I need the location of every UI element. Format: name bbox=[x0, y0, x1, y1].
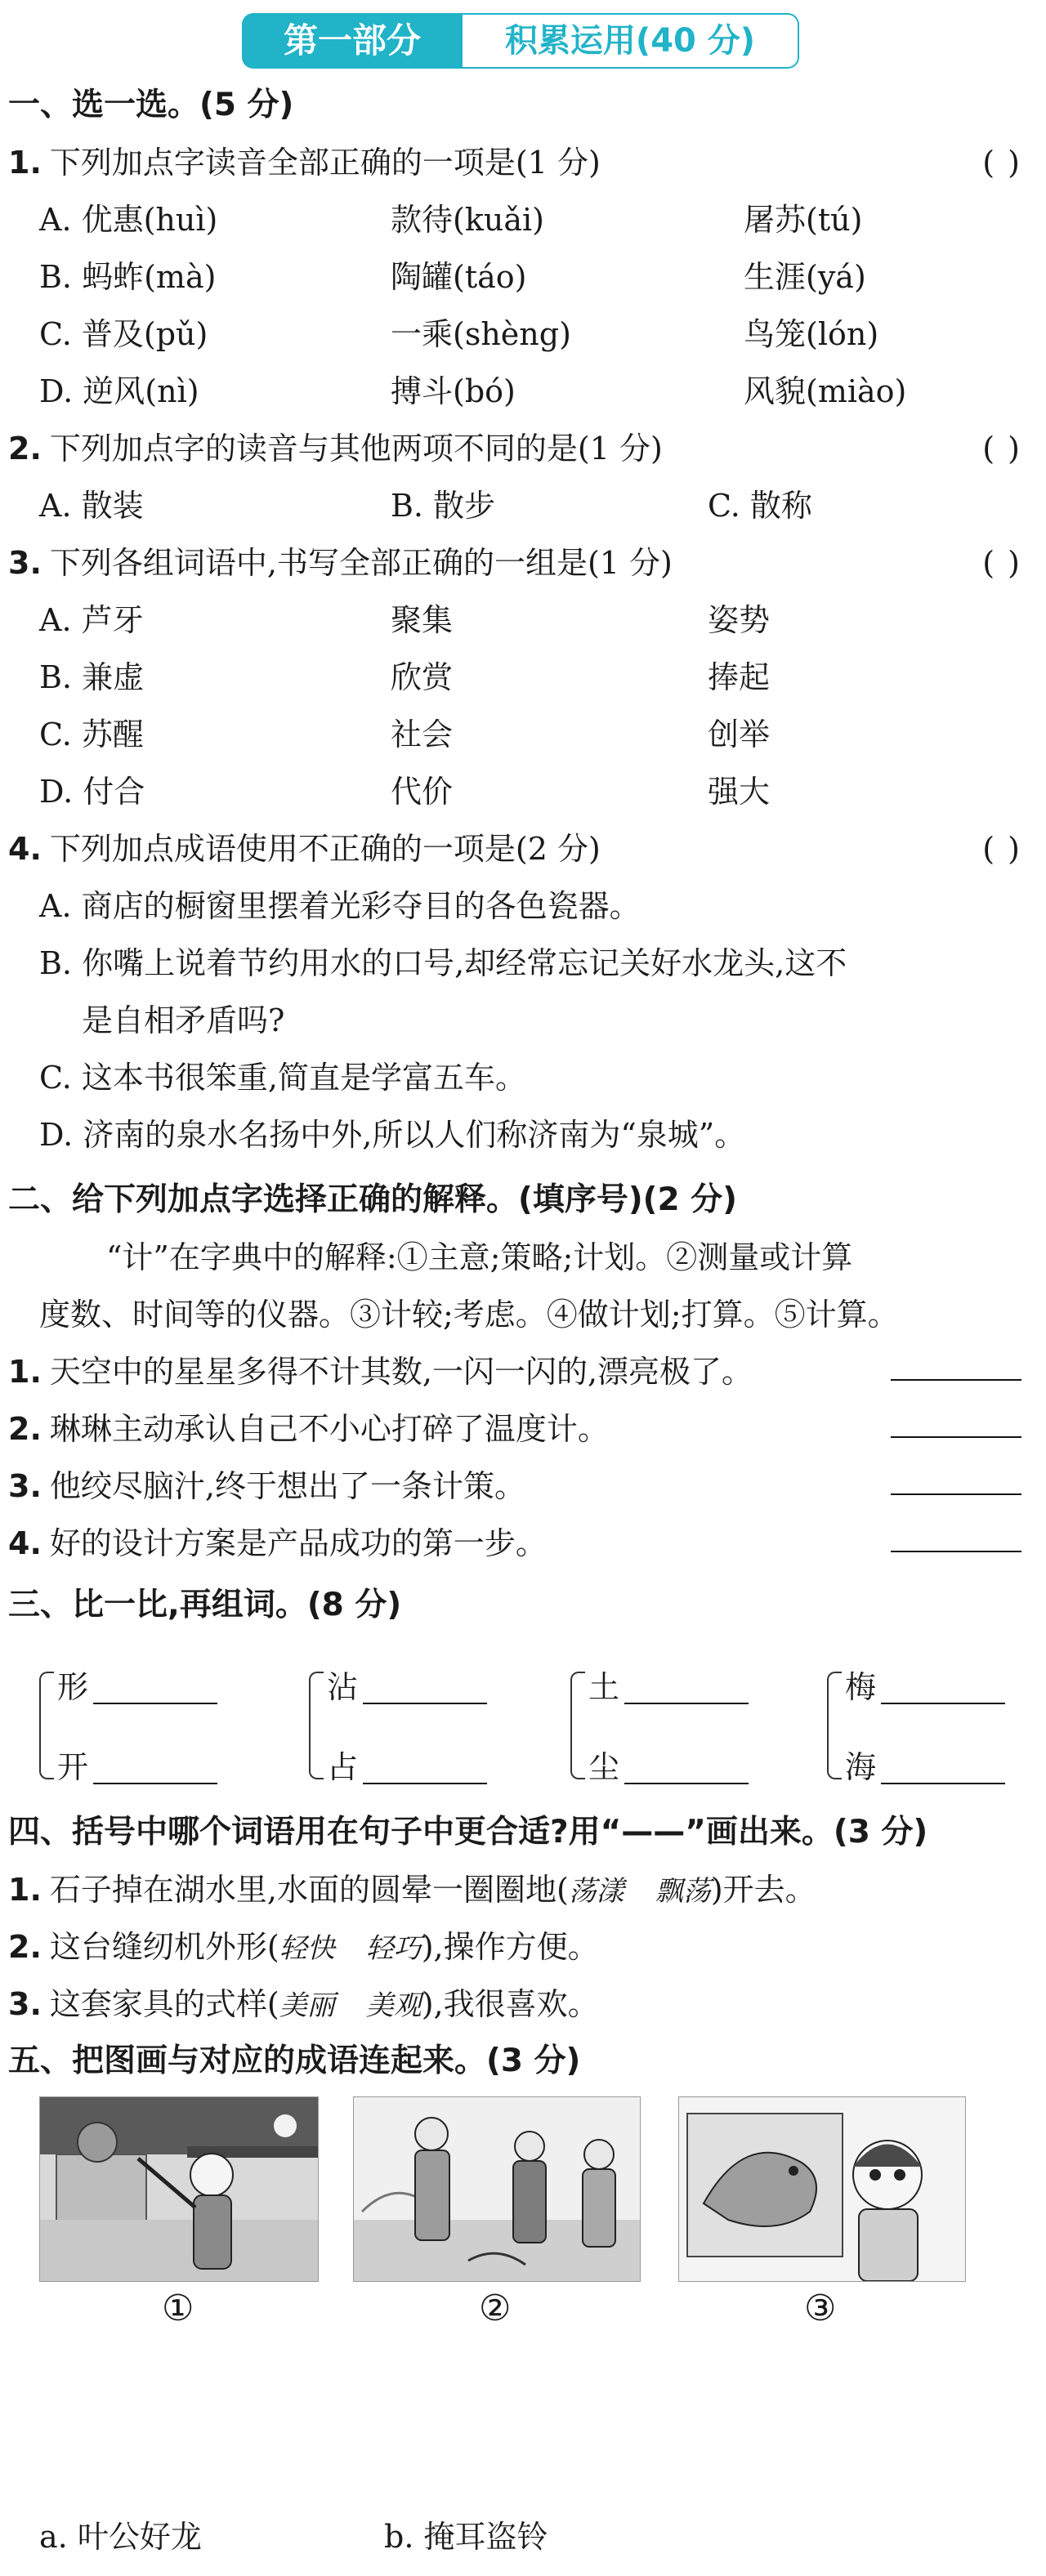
answer-blank[interactable] bbox=[891, 1493, 1021, 1495]
q4-option-b-cont: 是自相矛盾吗? bbox=[82, 1002, 285, 1038]
q3-row-d: D. 付合 代价 强大 bbox=[39, 774, 771, 810]
answer-paren[interactable]: ( ) bbox=[982, 545, 1021, 581]
brace bbox=[39, 1672, 54, 1779]
s2-item-3: 3. 他绞尽脑汁,终于想出了一条计策。 bbox=[0, 1458, 1046, 1515]
question-3: 3. 下列各组词语中,书写全部正确的一组是(1 分) ( ) bbox=[0, 534, 1046, 592]
picture-bell-thief bbox=[39, 2096, 319, 2282]
part-title: 第一部分 bbox=[242, 13, 463, 69]
answer-blank[interactable] bbox=[881, 1783, 1005, 1784]
idiom-option-b[interactable]: b. 掩耳盗铃 bbox=[384, 2519, 548, 2555]
s4-item-2: 2. 这台缝纫机外形(轻快 轻巧),操作方便。 bbox=[8, 1929, 599, 1965]
s2-item-1: 1. 天空中的星星多得不计其数,一闪一闪的,漂亮极了。 bbox=[0, 1343, 1046, 1400]
section-5-title: 五、把图画与对应的成语连起来。(3 分) bbox=[8, 2042, 581, 2079]
answer-blank[interactable] bbox=[891, 1551, 1021, 1552]
picture-label-3: ③ bbox=[804, 2288, 837, 2329]
answer-blank[interactable] bbox=[363, 1783, 487, 1784]
idiom-option-a[interactable]: a. 叶公好龙 bbox=[39, 2519, 202, 2555]
picture-label-1: ① bbox=[162, 2288, 194, 2329]
q1-row-d: D. 逆风(nì) 搏斗(bó) 风貌(miào) bbox=[39, 373, 907, 409]
s4-item-3: 3. 这套家具的式样(美丽 美观),我很喜欢。 bbox=[8, 1986, 599, 2022]
section-2-title: 二、给下列加点字选择正确的解释。(填序号)(2 分) bbox=[8, 1181, 738, 1218]
section-3-title: 三、比一比,再组词。(8 分) bbox=[8, 1587, 402, 1623]
answer-paren[interactable]: ( ) bbox=[982, 145, 1021, 181]
s2-item-2: 2. 琳琳主动承认自己不小心打碎了温度计。 bbox=[0, 1400, 1046, 1458]
s4-item-1: 1. 石子掉在湖水里,水面的圆晕一圈圈地(荡漾 飘荡)开去。 bbox=[8, 1872, 816, 1908]
answer-blank[interactable] bbox=[93, 1703, 217, 1704]
definition-line-2: 度数、时间等的仪器。③计较;考虑。④做计划;打算。⑤计算。 bbox=[39, 1297, 899, 1333]
q3-row-b: B. 兼虚 欣赏 捧起 bbox=[39, 659, 771, 695]
question-4: 4. 下列加点成语使用不正确的一项是(2 分) ( ) bbox=[0, 820, 1046, 877]
word-choice[interactable]: 荡漾 bbox=[568, 1875, 624, 1908]
q4-option-c: C. 这本书很笨重,简直是学富五车。 bbox=[39, 1060, 526, 1096]
answer-blank[interactable] bbox=[881, 1703, 1005, 1704]
answer-paren[interactable]: ( ) bbox=[982, 831, 1021, 867]
answer-blank[interactable] bbox=[624, 1783, 749, 1784]
q4-option-d: D. 济南的泉水名扬中外,所以人们称济南为“泉城”。 bbox=[39, 1117, 746, 1153]
answer-blank[interactable] bbox=[891, 1436, 1021, 1438]
answer-blank[interactable] bbox=[363, 1703, 487, 1704]
question-2: 2. 下列加点字的读音与其他两项不同的是(1 分) ( ) bbox=[0, 420, 1046, 477]
answer-blank[interactable] bbox=[93, 1783, 217, 1784]
q4-option-b: B. 你嘴上说着节约用水的口号,却经常忘记关好水龙头,这不 bbox=[39, 945, 847, 981]
brace bbox=[827, 1672, 842, 1779]
q1-row-c: C. 普及(pǔ) 一乘(shèng) 鸟笼(lón) bbox=[39, 316, 879, 352]
brace bbox=[570, 1672, 585, 1779]
answer-blank[interactable] bbox=[891, 1379, 1021, 1381]
definition-line-1: “计”在字典中的解释:①主意;策略;计划。②测量或计算 bbox=[106, 1239, 853, 1275]
brace bbox=[309, 1672, 324, 1779]
idiom-options bbox=[0, 2508, 1046, 2565]
part-subtitle: 积累运用(40 分) bbox=[463, 13, 799, 69]
q1-row-a: A. 优惠(huì) 款待(kuǎi) 屠苏(tú) bbox=[39, 202, 863, 238]
worksheet-page: 第一部分 积累运用(40 分) 一、选一选。(5 分) 1. 下列加点字读音全部正确的一项是(1 分) ( ) A. 优惠(huì) 款待(kuǎi) 屠苏(tú) B. 蚂蚱(mà) 陶罐(táo) 生涯(yá) C. 普及(pǔ) 一乘(shèng) 鸟笼(lón) D. 逆风(nì) 搏斗(bó) 风貌(miào) 2. 下列加点字的读音与其他两项不同的是(1 分) ( ) A. 散装 B. 散步 C. 散称 3. 下列各组词语中,书写全部正确的一组是(1 分) ( ) A. 芦牙 聚集 姿势 B. 兼虚 欣赏 捧起 C. 苏醒 社会 创举 D. 付合 代价 强大 4. 下列加点成语使用不正确的一项是(2 分) ( ) A. 商店的橱窗里摆着光彩夺目的各色瓷器。 B. 你嘴上说着节约用水的口号,却经常忘记关好水龙头,这不 是自相矛盾吗? C. 这本书很笨重,简直是学富五车。 D. 济南的泉水名扬中外,所以人们称济南为“泉城”。 二、给下列加点字选择正确的解释。(填序号)(2 分) “计”在字典中的解释:①主意;策略;计划。②测量或计算 度数、时间等的仪器。③计较;考虑。④做计划;打算。⑤计算。 1. 天空中的星星多得不计其数,一闪一闪的,漂亮极了。 2. 琳琳主动承认自己不小心打碎了温度计。 3. 他绞尽脑汁,终于想出了一条计策。 4. 好的设计方案是产品成功的第一步。 三、比一比,再组词。(8 分) 形 开 沾 占 土 尘 梅 海 四、括号中哪个词语用在句子中更合适?用“——”画出来。(3 分) 1. 石子掉在湖水里,水面的圆晕一圈圈地(荡漾 飘荡)开去。 2. 这台缝纫机外形(轻快 轻巧),操作方便。 3. 这套家具的式样(美丽 美观),我很喜欢。 五、把图画与对应的成语连起来。(3 分) ① ② ③ a. 叶公好龙 b. 掩耳盗铃 bbox=[0, 0, 1046, 2576]
word-choice[interactable]: 美观 bbox=[365, 1989, 422, 2022]
q1-row-b: B. 蚂蚱(mà) 陶罐(táo) 生涯(yá) bbox=[39, 259, 866, 295]
word-choice[interactable]: 美丽 bbox=[279, 1989, 335, 2022]
answer-blank[interactable] bbox=[624, 1703, 749, 1704]
question-1: 1. 下列加点字读音全部正确的一项是(1 分) ( ) bbox=[0, 134, 1046, 191]
q2-options: A. 散装 B. 散步 C. 散称 bbox=[39, 488, 812, 524]
picture-label-2: ② bbox=[479, 2288, 512, 2329]
q3-row-a: A. 芦牙 聚集 姿势 bbox=[39, 602, 771, 638]
section-4-title: 四、括号中哪个词语用在句子中更合适?用“——”画出来。(3 分) bbox=[8, 1814, 928, 1851]
s2-item-4: 4. 好的设计方案是产品成功的第一步。 bbox=[0, 1515, 1046, 1572]
word-choice[interactable]: 飘荡 bbox=[655, 1875, 711, 1908]
q4-option-a: A. 商店的橱窗里摆着光彩夺目的各色瓷器。 bbox=[39, 888, 641, 924]
section-1-title: 一、选一选。(5 分) bbox=[8, 87, 294, 123]
picture-three-men bbox=[353, 2096, 641, 2282]
word-choice[interactable]: 轻巧 bbox=[365, 1932, 422, 1965]
answer-paren[interactable]: ( ) bbox=[982, 431, 1021, 467]
word-choice[interactable]: 轻快 bbox=[279, 1932, 335, 1965]
picture-dragon-lover bbox=[678, 2096, 966, 2282]
q3-row-c: C. 苏醒 社会 创举 bbox=[39, 717, 771, 752]
